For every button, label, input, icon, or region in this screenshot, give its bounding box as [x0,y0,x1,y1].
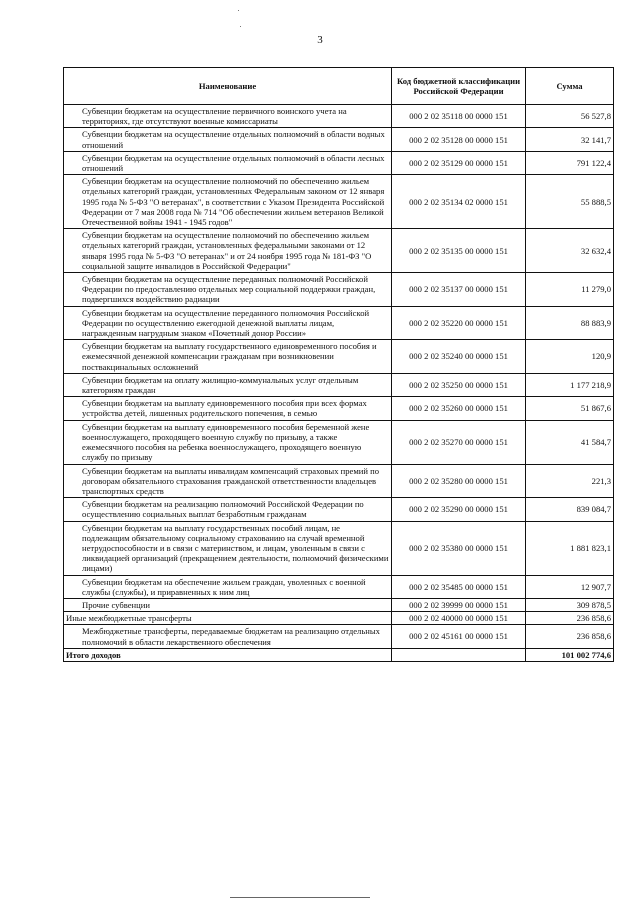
row-name-cell: Субвенции бюджетам на выплату единовременного пособия беременной жене военнослужащего, проходящего военную службу по призыву, а также ежемесячного пособия на ребенка военнослужащего, проходящего военную службу по призыву [64,420,392,464]
row-code-cell: 000 2 02 35250 00 0000 151 [392,373,526,396]
row-code-cell: 000 2 02 35290 00 0000 151 [392,498,526,521]
table-header-row [64,68,614,105]
row-code-cell: 000 2 02 35220 00 0000 151 [392,306,526,340]
header-name: Наименование [64,68,392,105]
table-row [64,464,614,498]
row-sum-cell: 236 858,6 [526,612,614,625]
row-sum-cell: 839 084,7 [526,498,614,521]
row-sum-cell: 56 527,8 [526,105,614,128]
row-name-cell: Субвенции бюджетам на осуществление отдельных полномочий в области водных отношений [64,128,392,151]
total-row [64,648,614,661]
table-row [64,598,614,611]
row-name-cell: Иные межбюджетные трансферты [64,612,392,625]
table-row [64,612,614,625]
table-row [64,229,614,273]
row-sum-cell: 120,9 [526,340,614,374]
table-row [64,373,614,396]
row-code-cell: 000 2 02 35380 00 0000 151 [392,521,526,575]
row-name-cell: Субвенции бюджетам на осуществление первичного воинского учета на территориях, где отсутствуют военные комиссариаты [64,105,392,128]
row-name-cell: Субвенции бюджетам на оплату жилищно-коммунальных услуг отдельным категориям граждан [64,373,392,396]
total-sum: 101 002 774,6 [526,648,614,661]
row-code-cell: 000 2 02 45161 00 0000 151 [392,625,526,648]
row-code-cell: 000 2 02 35128 00 0000 151 [392,128,526,151]
row-name-cell: Субвенции бюджетам на реализацию полномочий Российской Федерации по осуществлению социальных выплат безработным гражданам [64,498,392,521]
table-row [64,498,614,521]
row-code-cell: 000 2 02 35485 00 0000 151 [392,575,526,598]
row-code-cell: 000 2 02 35270 00 0000 151 [392,420,526,464]
row-sum-cell: 236 858,6 [526,625,614,648]
row-sum-cell: 791 122,4 [526,151,614,174]
row-sum-cell: 1 881 823,1 [526,521,614,575]
total-code [392,648,526,661]
row-code-cell: 000 2 02 40000 00 0000 151 [392,612,526,625]
budget-table [63,67,614,662]
row-code-cell: 000 2 02 35137 00 0000 151 [392,273,526,307]
row-sum-cell: 11 279,0 [526,273,614,307]
row-name-cell: Межбюджетные трансферты, передаваемые бюджетам на реализацию отдельных полномочий в области лекарственного обеспечения [64,625,392,648]
row-code-cell: 000 2 02 39999 00 0000 151 [392,598,526,611]
page-number: 3 [317,34,323,46]
row-sum-cell: 32 141,7 [526,128,614,151]
row-sum-cell: 55 888,5 [526,175,614,229]
row-code-cell: 000 2 02 35135 00 0000 151 [392,229,526,273]
row-name-cell: Субвенции бюджетам на выплату государственных пособий лицам, не подлежащим обязательному социальному страхованию на случай временной нетрудоспособности и в связи с материнством, и лицам, уволенным в связи с ликвидацией организаций (прекращением деятельности, полномочий физическими лицами) [64,521,392,575]
row-name-cell: Субвенции бюджетам на осуществление отдельных полномочий в области лесных отношений [64,151,392,174]
row-code-cell: 000 2 02 35134 02 0000 151 [392,175,526,229]
row-code-cell: 000 2 02 35118 00 0000 151 [392,105,526,128]
table-row [64,575,614,598]
row-name-cell: Субвенции бюджетам на выплату государственного единовременного пособия и ежемесячной денежной компенсации гражданам при возникновении поствакцинальных осложнений [64,340,392,374]
table-row [64,105,614,128]
table-row [64,175,614,229]
table-body [64,105,614,649]
row-name-cell: Субвенции бюджетам на осуществление полномочий по обеспечению жильем отдельных категорий граждан, установленных Федеральным законом от 12 января 1995 года № 5-ФЗ "О ветеранах", в соответствии с Указом Президента Российской Федерации от 7 мая 2008 года № 714 "Об обеспечении жильем ветеранов Великой Отечественной войны 1941 - 1945 годов" [64,175,392,229]
table-row [64,306,614,340]
table-row [64,151,614,174]
scan-mark [238,10,239,11]
row-sum-cell: 51 867,6 [526,397,614,420]
header-sum: Сумма [526,68,614,105]
row-name-cell: Субвенции бюджетам на выплату единовременного пособия при всех формах устройства детей, лишенных родительского попечения, в семью [64,397,392,420]
row-code-cell: 000 2 02 35240 00 0000 151 [392,340,526,374]
row-name-cell: Субвенции бюджетам на осуществление переданного полномочия Российской Федерации по осуществлению ежегодной денежной выплаты лицам, награжденным нагрудным знаком «Почетный донор России» [64,306,392,340]
row-sum-cell: 32 632,4 [526,229,614,273]
table-row [64,420,614,464]
row-sum-cell: 12 907,7 [526,575,614,598]
row-code-cell: 000 2 02 35280 00 0000 151 [392,464,526,498]
row-sum-cell: 309 878,5 [526,598,614,611]
row-name-cell: Субвенции бюджетам на осуществление переданных полномочий Российской Федерации по предоставлению отдельных мер социальной поддержки граждан, подвергшихся воздействию радиации [64,273,392,307]
row-sum-cell: 41 584,7 [526,420,614,464]
header-code: Код бюджетной классификации Российской Федерации [392,68,526,105]
row-sum-cell: 221,3 [526,464,614,498]
row-code-cell: 000 2 02 35129 00 0000 151 [392,151,526,174]
scan-edge-line [230,897,370,898]
table-row [64,340,614,374]
table-row [64,521,614,575]
table-row [64,128,614,151]
row-name-cell: Субвенции бюджетам на выплаты инвалидам компенсаций страховых премий по договорам обязательного страхования гражданской ответственности владельцев транспортных средств [64,464,392,498]
row-name-cell: Прочие субвенции [64,598,392,611]
total-label: Итого доходов [64,648,392,661]
row-name-cell: Субвенции бюджетам на осуществление полномочий по обеспечению жильем отдельных категорий граждан, установленных федеральными законами от 12 января 1995 года № 5-ФЗ "О ветеранах" и от 24 ноября 1995 года № 181-ФЗ "О социальной защите инвалидов в Российской Федерации" [64,229,392,273]
scan-mark [240,26,241,27]
row-name-cell: Субвенции бюджетам на обеспечение жильем граждан, уволенных с военной службы (службы), и приравненных к ним лиц [64,575,392,598]
table-row [64,625,614,648]
row-sum-cell: 88 883,9 [526,306,614,340]
row-sum-cell: 1 177 218,9 [526,373,614,396]
table-row [64,273,614,307]
table-row [64,397,614,420]
row-code-cell: 000 2 02 35260 00 0000 151 [392,397,526,420]
